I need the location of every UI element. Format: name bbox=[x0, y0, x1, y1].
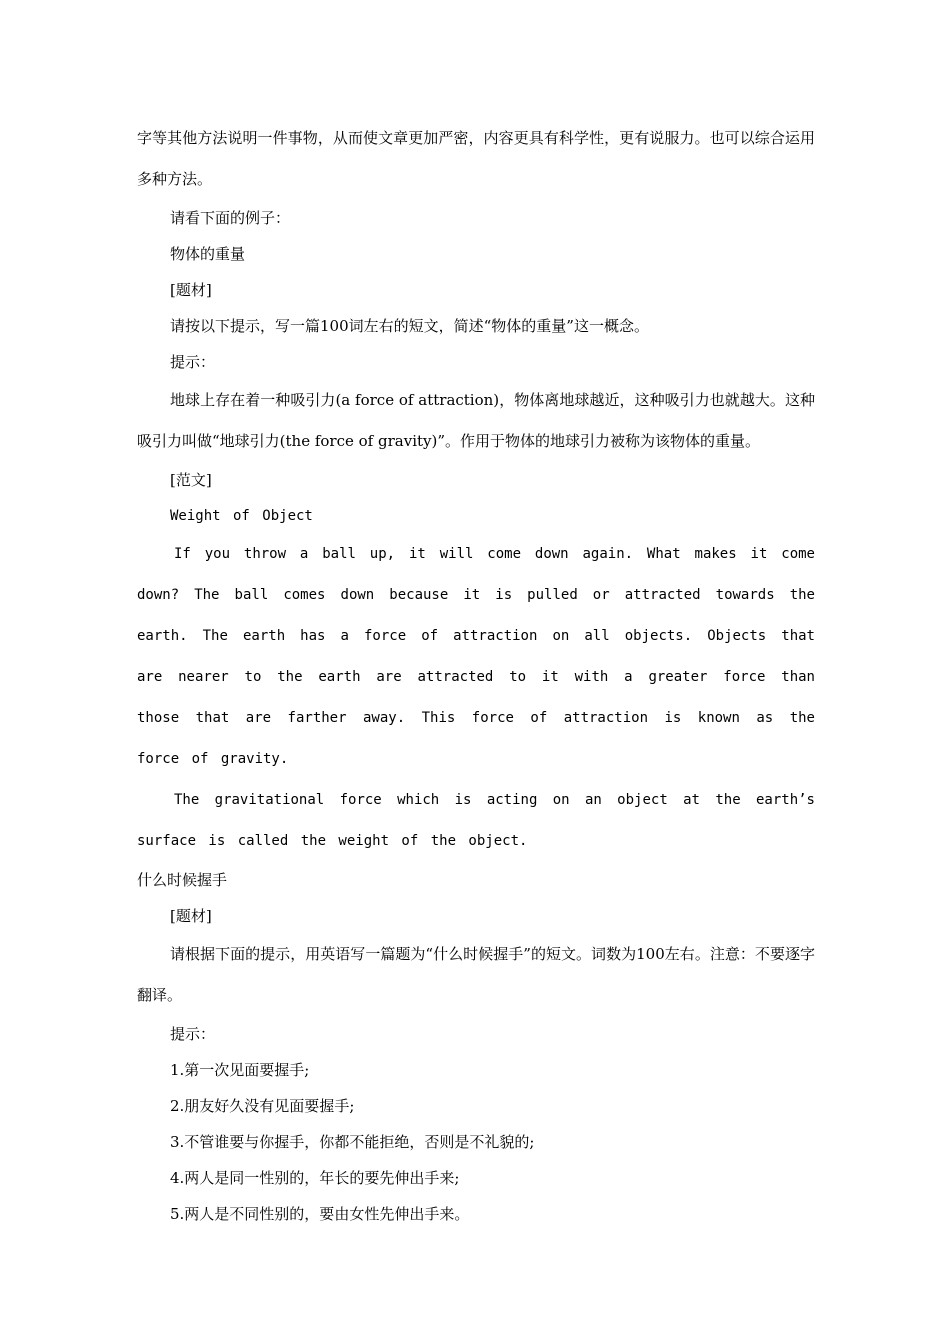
example-title-handshake: 什么时候握手 bbox=[137, 871, 228, 889]
essay-paragraph-2: The gravitational force which is acting on an object at the earth’s surface is called the weight of the object. bbox=[137, 792, 815, 849]
paragraph-topic-instruction-1: 请按以下提示，写一篇100词左右的短文，简述“物体的重量”这一概念。 bbox=[170, 317, 649, 335]
hint-item-5: 5.两人是不同性别的，要由女性先伸出手来。 bbox=[170, 1205, 470, 1223]
hint-item-2: 2.朋友好久没有见面要握手; bbox=[170, 1097, 355, 1115]
document-page bbox=[137, 118, 815, 1232]
essay-title: Weight of Object bbox=[170, 508, 313, 524]
paragraph-method-intro: 字等其他方法说明一件事物，从而使文章更加严密，内容更具有科学性，更有说服力。也可以综合运用多种方法。 bbox=[137, 129, 815, 188]
paragraph-hint-gravity: 地球上存在着一种吸引力(a force of attraction)，物体离地球越近，这种吸引力也就越大。这种吸引力叫做“地球引力(the force of gravity)”。作用于物体的地球引力被称为该物体的重量。 bbox=[137, 391, 815, 450]
hint-item-4: 4.两人是同一性别的，年长的要先伸出手来; bbox=[170, 1169, 460, 1187]
paragraph-example-lead: 请看下面的例子： bbox=[170, 209, 291, 227]
label-topic-1: [题材] bbox=[170, 281, 212, 299]
hint-item-1: 1.第一次见面要握手; bbox=[170, 1061, 310, 1079]
essay-paragraph-1: If you throw a ball up, it will come down again. What makes it come down? The ball comes down because it is pulled or attracted towards the earth. The earth has a force of attraction on all objects. Objects that are nearer to the earth are attracted to it with a greater force than those that are farther away. This force of attraction is known as the force of gravity. bbox=[137, 546, 815, 767]
hint-item-3: 3.不管谁要与你握手，你都不能拒绝，否则是不礼貌的; bbox=[170, 1133, 535, 1151]
label-topic-2: [题材] bbox=[170, 907, 212, 925]
label-sample-essay: [范文] bbox=[170, 471, 212, 489]
paragraph-topic-instruction-2: 请根据下面的提示，用英语写一篇题为“什么时候握手”的短文。词数为100左右。注意：不要逐字翻译。 bbox=[137, 945, 815, 1004]
example-title-weight: 物体的重量 bbox=[170, 245, 246, 263]
label-hint-1: 提示： bbox=[170, 353, 216, 371]
label-hint-2: 提示： bbox=[170, 1025, 216, 1043]
